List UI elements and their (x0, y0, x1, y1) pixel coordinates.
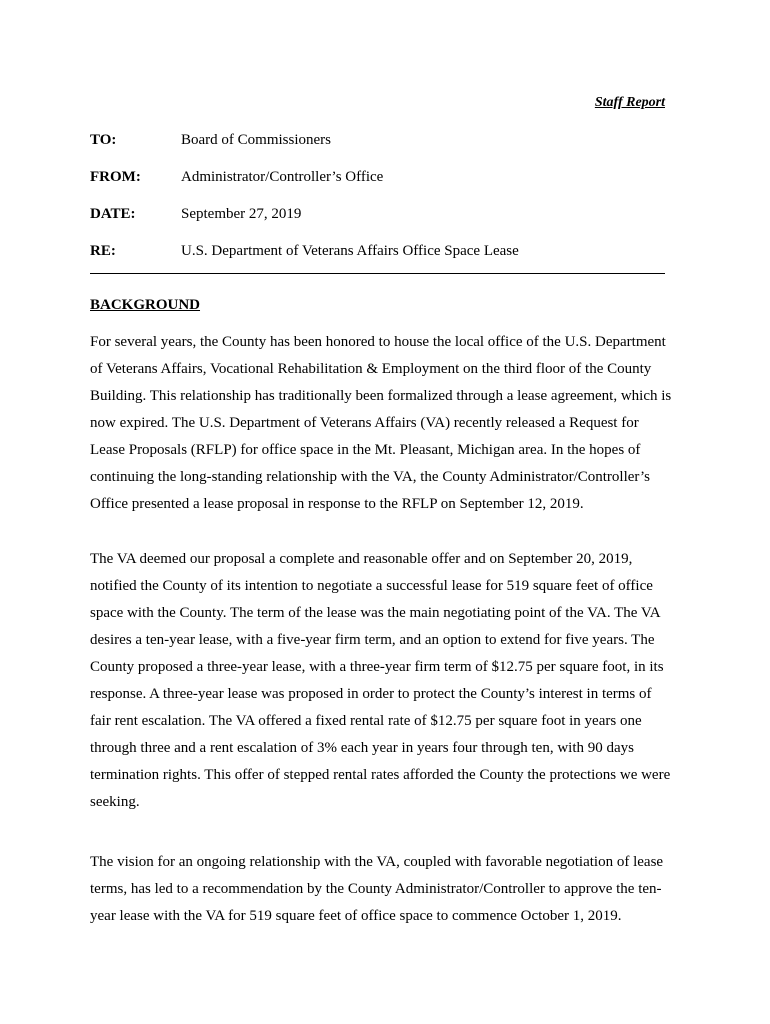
paragraph-line: seeking. (90, 794, 140, 810)
paragraph-line: Lease Proposals (RFLP) for office space in the Mt. Pleasant, Michigan area. In the hopes of (90, 442, 641, 458)
paragraph-line: through three and a rent escalation of 3% each year in years four through ten, with 90 days (90, 740, 634, 756)
memo-to-value: Board of Commissioners (181, 132, 331, 148)
paragraph-line: termination rights. This offer of stepped rental rates afforded the County the protections we were (90, 767, 671, 783)
paragraph-line: desires a ten-year lease, with a five-year firm term, and an option to extend for five years. The (90, 632, 655, 648)
background-heading: BACKGROUND (90, 297, 201, 313)
paragraph-line: County proposed a three-year lease, with a three-year firm term of $12.75 per square foot, in its (90, 659, 664, 675)
paragraph-line: Office presented a lease proposal in response to the RFLP on September 12, 2019. (90, 496, 584, 512)
paragraph-line: Building. This relationship has traditionally been formalized through a lease agreement, which is (90, 388, 672, 404)
memo-re-label: RE: (90, 243, 116, 259)
staff-report-title: Staff Report (594, 95, 665, 110)
memo-date-value: September 27, 2019 (181, 206, 302, 222)
memo-from-value: Administrator/Controller’s Office (181, 169, 384, 185)
paragraph-line: The vision for an ongoing relationship with the VA, coupled with favorable negotiation of lease (90, 854, 664, 870)
paragraph-line: The VA deemed our proposal a complete and reasonable offer and on September 20, 2019, (90, 551, 633, 567)
memo-from-label: FROM: (90, 169, 141, 185)
paragraph-line: fair rent escalation. The VA offered a fixed rental rate of $12.75 per square foot in years one (90, 713, 642, 729)
memo-re-value: U.S. Department of Veterans Affairs Office Space Lease (181, 243, 519, 259)
paragraph-line: now expired. The U.S. Department of Veterans Affairs (VA) recently released a Request for (90, 415, 639, 431)
header-divider (90, 273, 665, 274)
paragraph-line: of Veterans Affairs, Vocational Rehabilitation & Employment on the third floor of the County (90, 361, 652, 377)
paragraph-line: space with the County. The term of the lease was the main negotiating point of the VA. The VA (90, 605, 661, 621)
memo-to-label: TO: (90, 132, 117, 148)
paragraph-line: notified the County of its intention to negotiate a successful lease for 519 square feet of office (90, 578, 653, 594)
paragraph-line: continuing the long-standing relationship with the VA, the County Administrator/Controller’s (90, 469, 650, 485)
paragraph-line: For several years, the County has been honored to house the local office of the U.S. Department (90, 334, 666, 350)
paragraph-line: year lease with the VA for 519 square feet of office space to commence October 1, 2019. (90, 908, 622, 924)
memo-date-label: DATE: (90, 206, 136, 222)
paragraph-line: terms, has led to a recommendation by the County Administrator/Controller to approve the ten- (90, 881, 662, 897)
paragraph-line: response. A three-year lease was proposed in order to protect the County’s interest in terms of (90, 686, 652, 702)
